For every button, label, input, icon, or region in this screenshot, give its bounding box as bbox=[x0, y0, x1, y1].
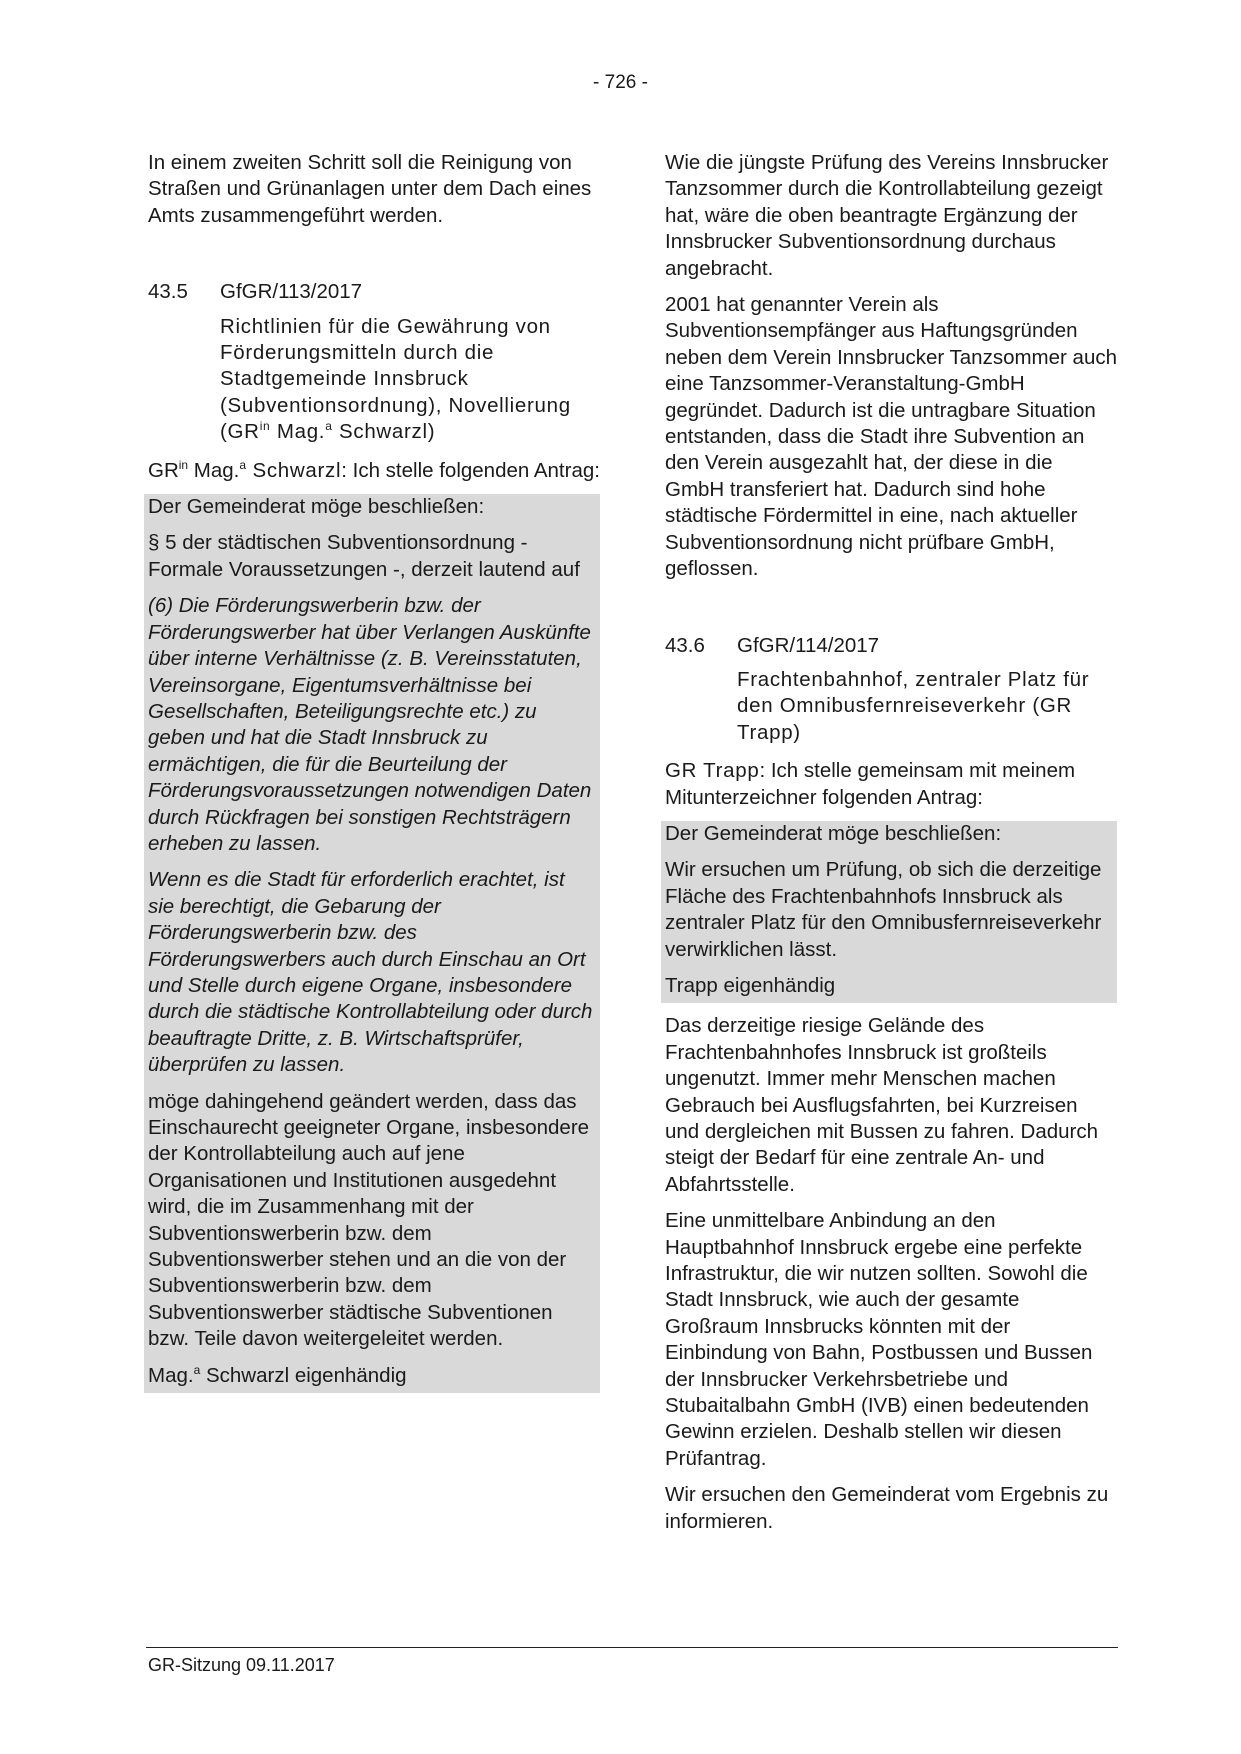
speaker-intro bbox=[148, 458, 600, 484]
title-author-sup: a bbox=[325, 419, 333, 434]
footer-session-date: GR-Sitzung 09.11.2017 bbox=[148, 1655, 335, 1675]
signature-name: Schwarzl eigenhändig bbox=[200, 1363, 407, 1387]
motion-signature: Trapp eigenhändig bbox=[665, 973, 836, 997]
agenda-item-header bbox=[148, 279, 600, 305]
agenda-item-title: Frachtenbahnhof, zentraler Platz für den Omnibusfernreiseverkehr (GR Trapp) bbox=[737, 667, 1090, 744]
agenda-item-header bbox=[665, 633, 1117, 659]
body-paragraph: Das derzeitige riesige Gelände des Frachtenbahnhofes Innsbruck ist großteils ungenutzt. Immer mehr Menschen machen Gebrauch bei Ausflugsfahrten, bei Kurzreisen und dergleichen mit Bussen zu fahren. Dadurch steigt der Bedarf für eine zentrale An- und Abfahrtsstelle. bbox=[665, 1014, 1099, 1196]
title-author-mag: Mag. bbox=[270, 420, 326, 444]
motion-heading: Der Gemeinderat möge beschließen: bbox=[665, 821, 1002, 845]
speaker-mag: Mag. bbox=[188, 458, 240, 482]
signature-mag: Mag. bbox=[148, 1363, 194, 1387]
motion-paragraph: § 5 der städtischen Subventionsordnung - Formale Voraussetzungen -, derzeit lautend auf bbox=[148, 531, 580, 581]
page-number: - 726 - bbox=[593, 72, 648, 93]
motion-quote: Wenn es die Stadt für erforderlich erachtet, ist sie berechtigt, die Gebarung der Förderungswerberin bzw. des Förderungswerbers auch durch Einschau an Ort und Stelle durch eigene Organe, insbesondere durch die städtische Kontrollabteilung oder durch beauftragte Dritte, z. B. Wirtschaftsprüfer, überprüfen zu lassen. bbox=[148, 868, 593, 1077]
motion-signature bbox=[148, 1363, 596, 1393]
motion-box bbox=[661, 821, 1117, 1003]
title-author-sup: in bbox=[259, 419, 271, 434]
footer-divider bbox=[146, 1647, 1118, 1648]
intro-paragraph: In einem zweiten Schritt soll die Reinigung von Straßen und Grünanlagen unter dem Dach eines Amts zusammengeführt werden. bbox=[148, 151, 592, 227]
speaker-sup: in bbox=[178, 457, 189, 472]
left-column bbox=[148, 150, 600, 1393]
speaker-name: Schwarzl bbox=[246, 458, 342, 482]
title-author-name: Schwarzl) bbox=[332, 420, 436, 444]
motion-box bbox=[144, 494, 600, 1393]
agenda-item-number: 43.6 bbox=[665, 633, 705, 657]
speaker-rest: : Ich stelle folgenden Antrag: bbox=[341, 458, 600, 482]
body-paragraph: 2001 hat genannter Verein als Subventionsempfänger aus Haftungsgründen neben dem Verein Innsbrucker Tanzsommer auch eine Tanzsommer-Veranstaltung-GmbH gegründet. Dadurch ist die untragbare Situation entstanden, dass die Stadt ihre Subvention an den Verein ausgezahlt hat, der diese in die GmbH transferiert hat. Dadurch sind hohe städtische Fördermittel in eine, nach aktueller Subventionsordnung nicht prüfbare GmbH, geflossen. bbox=[665, 293, 1118, 581]
signature-sup: a bbox=[193, 1362, 201, 1377]
agenda-item-title bbox=[220, 314, 600, 446]
motion-paragraph: möge dahingehend geändert werden, dass das Einschaurecht geeigneter Organe, insbesondere der Kontrollabteilung auch auf jene Organisationen und Institutionen ausgedehnt wird, die im Zusammenhang mit der Subventionswerberin bzw. dem Subventionswerber stehen und an die von der Subventionswerberin bzw. dem Subventionswerber städtische Subventionen bzw. Teile davon weitergeleitet werden. bbox=[148, 1089, 590, 1351]
agenda-item-title-text: Richtlinien für die Gewährung von Förderungsmitteln durch die Stadtgemeinde Innsbruck (Subventionsordnung), Novellierung bbox=[220, 314, 571, 417]
right-column bbox=[665, 150, 1117, 1545]
body-paragraph: Eine unmittelbare Anbindung an den Hauptbahnhof Innsbruck ergebe eine perfekte Infrastruktur, die wir nutzen sollten. Sowohl die Stadt Innsbruck, wie auch der gesamte Großraum Innsbrucks könnten mit der Einbindung von Bahn, Postbussen und Bussen der Innsbrucker Verkehrsbetriebe und Stubaitalbahn GmbH (IVB) einen bedeutenden Gewinn erzielen. Deshalb stellen wir diesen Prüfantrag. bbox=[665, 1209, 1093, 1470]
motion-paragraph: Wir ersuchen um Prüfung, ob sich die derzeitige Fläche des Frachtenbahnhofs Innsbruck als zentraler Platz für den Omnibusfernreiseverkehr verwirklichen lässt. bbox=[665, 858, 1102, 961]
title-author-prefix: (GR bbox=[220, 420, 260, 444]
motion-quote: (6) Die Förderungswerberin bzw. der Förderungswerber hat über Verlangen Auskünfte über interne Verhältnisse (z. B. Vereinsstatuten, Vereinsorgane, Eigentumsverhältnisse bei Gesellschaften, Beteiligungsrechte etc.) zu geben und hat die Stadt Innsbruck zu ermächtigen, die für die Beurteilung der Förderungsvoraussetzungen notwendigen Daten durch Rückfragen bei sonstigen Rechtsträgern erheben zu lassen. bbox=[148, 594, 592, 855]
speaker-intro bbox=[665, 758, 1117, 811]
speaker-name: GR Trapp bbox=[665, 759, 760, 783]
agenda-item-code: GfGR/114/2017 bbox=[737, 633, 880, 657]
speaker-rest: : Ich stelle gemeinsam mit meinem Mitunterzeichner folgenden Antrag: bbox=[665, 759, 1076, 809]
agenda-item-number: 43.5 bbox=[148, 280, 188, 304]
agenda-item-code: GfGR/113/2017 bbox=[220, 280, 363, 304]
speaker-prefix: GR bbox=[148, 458, 179, 482]
body-paragraph: Wie die jüngste Prüfung des Vereins Innsbrucker Tanzsommer durch die Kontrollabteilung gezeigt hat, wäre die oben beantragte Ergänzung der Innsbrucker Subventionsordnung durchaus angebracht. bbox=[665, 151, 1109, 280]
speaker-sup: a bbox=[239, 457, 247, 472]
motion-heading: Der Gemeinderat möge beschließen: bbox=[148, 495, 485, 519]
body-paragraph: Wir ersuchen den Gemeinderat vom Ergebnis zu informieren. bbox=[665, 1483, 1109, 1533]
